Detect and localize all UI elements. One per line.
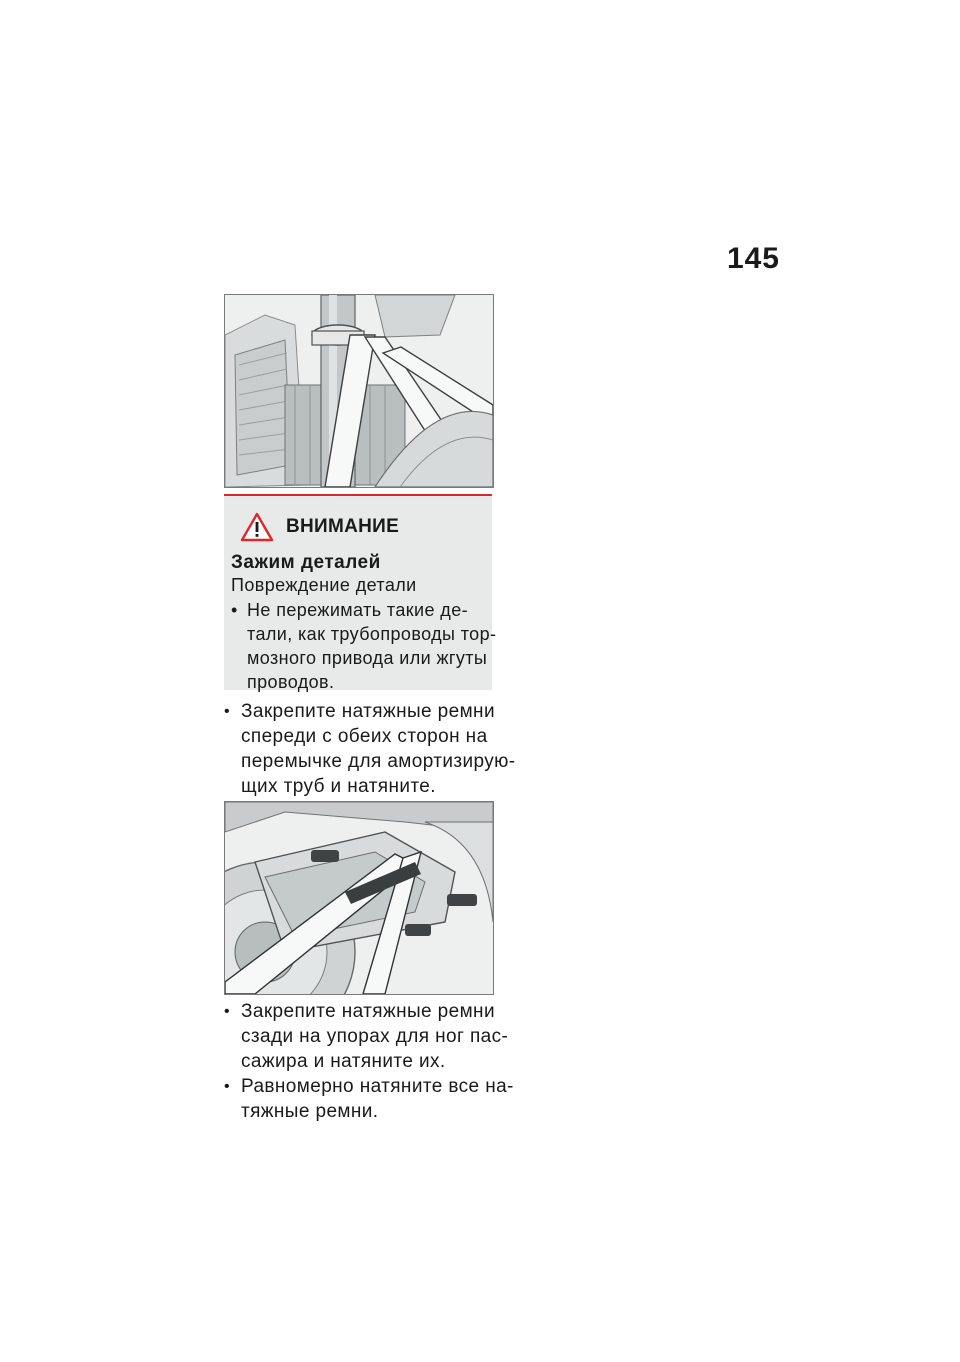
bullet-dot: • xyxy=(231,600,238,620)
step-list-rear xyxy=(224,999,514,1124)
warning-line: проводов. xyxy=(247,672,335,692)
rear-footrest-illustration xyxy=(225,802,493,994)
step-line: перемычке для амортизирую- xyxy=(241,751,516,772)
page-number: 145 xyxy=(726,242,780,275)
list-item xyxy=(224,699,516,799)
warning-consequence: Повреждение детали xyxy=(231,575,417,595)
warning-line: мозного привода или жгуты xyxy=(247,648,488,668)
step-line: щих труб и натяните. xyxy=(241,776,436,797)
warning-title: ВНИМАНИЕ xyxy=(286,516,400,537)
step-line: сзади на упорах для ног пас- xyxy=(241,1026,509,1047)
step-line: Закрепите натяжные ремни xyxy=(241,701,495,722)
warning-line: Не пережимать такие де- xyxy=(247,600,468,620)
step-list-front xyxy=(224,699,516,799)
bullet-dot: • xyxy=(224,1003,231,1020)
step-line: Закрепите натяжные ремни xyxy=(241,1001,495,1022)
front-fork-illustration xyxy=(225,295,493,487)
bullet-dot: • xyxy=(224,703,231,720)
step-line: сажира и натяните их. xyxy=(241,1051,446,1072)
step-line: спереди с обеих сторон на xyxy=(241,726,488,747)
step-line: тяжные ремни. xyxy=(241,1101,379,1122)
warning-header xyxy=(240,512,399,542)
warning-subtitle: Зажим деталей xyxy=(231,552,381,573)
warning-triangle-icon xyxy=(240,512,274,542)
figure-rear-footrest-straps xyxy=(224,801,494,995)
warning-bullet xyxy=(231,598,497,694)
step-line: Равномерно натяните все на- xyxy=(241,1076,514,1097)
warning-line: тали, как трубопроводы тор- xyxy=(247,624,497,644)
figure-front-fork-straps xyxy=(224,294,494,488)
bullet-dot: • xyxy=(224,1078,231,1095)
warning-box xyxy=(224,494,497,692)
list-item xyxy=(224,1074,514,1124)
list-item xyxy=(224,999,509,1074)
